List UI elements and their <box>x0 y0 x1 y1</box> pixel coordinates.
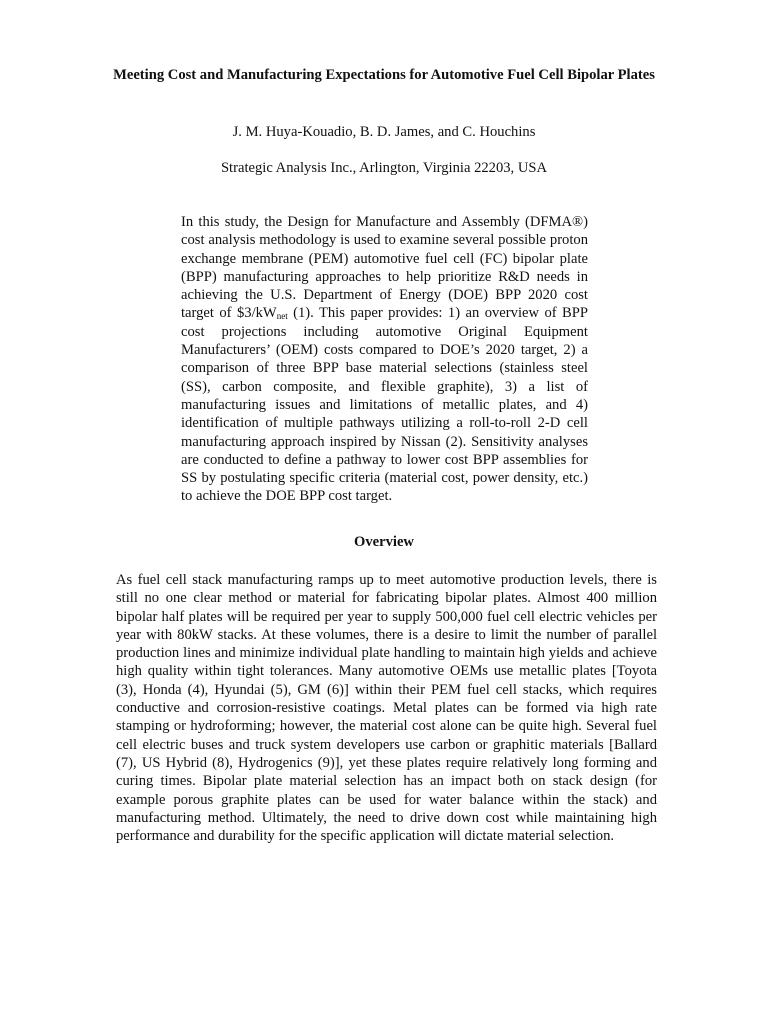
abstract <box>181 213 588 506</box>
paper-title: Meeting Cost and Manufacturing Expectations for Automotive Fuel Cell Bipolar Plates <box>113 67 655 83</box>
overview-paragraph: As fuel cell stack manufacturing ramps up to meet automotive production levels, there is still no one clear method or material for fabricating bipolar plates. Almost 400 million bipolar half plates will be required per year to supply 500,000 fuel cell electric vehicles per year with 80kW stacks. At these volumes, there is a desire to limit the number of parallel production lines and minimize individual plate handling to maintain high yields and achieve high quality within tight tolerances. Many automotive OEMs use metallic plates [Toyota (3), Honda (4), Hyundai (5), GM (6)] within their PEM fuel cell stacks, which requires conductive and corrosion-resistive coatings. Metal plates can be formed via high rate stamping or hydroforming; however, the material cost alone can be quite high. Several fuel cell electric buses and truck system developers use carbon or graphitic materials [Ballard (7), US Hybrid (8), Hydrogenics (9)], yet these plates require relatively long forming and curing times. Bipolar plate material selection has an impact both on stack design (for example porous graphite plates can be used for water balance within the stack) and manufacturing method. Ultimately, the need to drive down cost while maintaining high performance and durability for the specific application will dictate material selection. <box>116 572 657 845</box>
section-heading-overview: Overview <box>354 534 414 550</box>
abstract-text-end: (1). This paper provides: 1) an overview of BPP cost projections including automotive Original Equipment Manufacturers’ (OEM) costs compared to DOE’s 2020 target, 2) a comparison of three BPP base material selections (stainless steel (SS), carbon composite, and flexible graphite), 3) a list of manufacturing issues and limitations of metallic plates, and 4) identification of multiple pathways utilizing a roll-to-roll 2-D cell manufacturing approach inspired by Nissan (2). Sensitivity analyses are conducted to define a pathway to lower cost BPP assemblies for SS by postulating specific criteria (material cost, power density, etc.) to achieve the DOE BPP cost target. <box>181 305 588 505</box>
abstract-subscript: net <box>276 311 288 322</box>
affiliation: Strategic Analysis Inc., Arlington, Virginia 22203, USA <box>220 160 548 176</box>
author-list: J. M. Huya-Kouadio, B. D. James, and C. Houchins <box>232 124 536 140</box>
abstract-text-start: In this study, the Design for Manufacture and Assembly (DFMA®) cost analysis methodology is used to examine several possible proton exchange membrane (PEM) automotive fuel cell (FC) bipolar plate (BPP) manufacturing approaches to help prioritize R&D needs in achieving the U.S. Department of Energy (DOE) BPP 2020 cost target of $3/kW <box>181 214 588 322</box>
